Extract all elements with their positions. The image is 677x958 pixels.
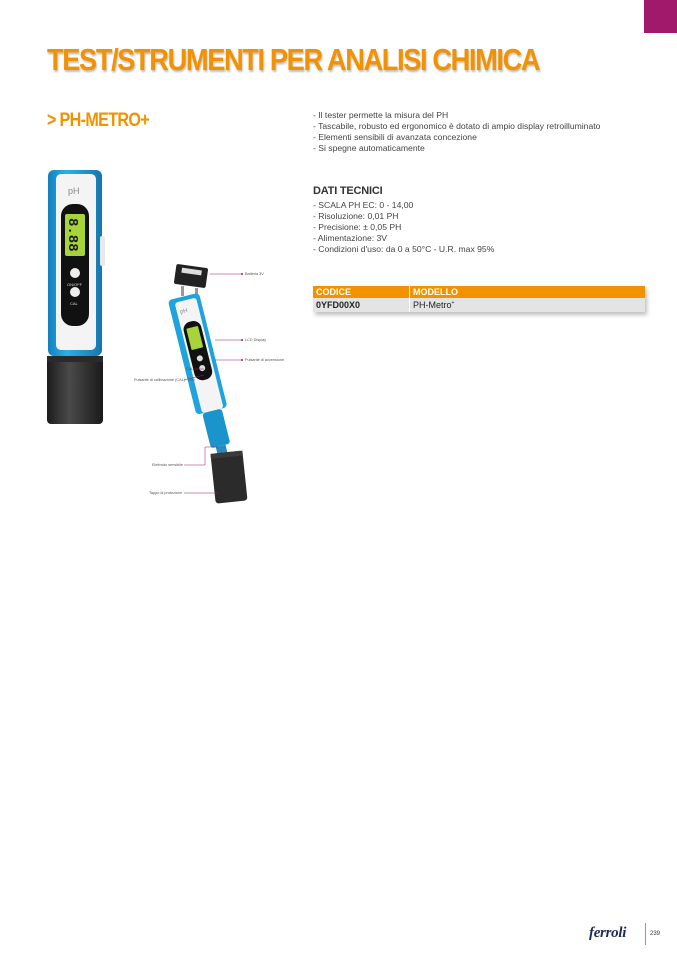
ph-meter-exploded-diagram xyxy=(170,262,270,512)
page-title: TEST/STRUMENTI PER ANALISI CHIMICA xyxy=(47,42,540,77)
cal-label: CAL xyxy=(70,301,78,306)
on-off-label: ON/OFF xyxy=(67,282,83,287)
page-number: 239 xyxy=(650,931,661,937)
feature-item: - Si spegne automaticamente xyxy=(313,143,425,153)
ph-label: pH xyxy=(68,186,80,196)
tech-item: - Alimentazione: 3V xyxy=(313,233,388,243)
tech-item: - SCALA PH EC: 0 - 14,00 xyxy=(313,200,414,210)
table-row xyxy=(313,298,645,312)
annotation-calibration: Pulsante di calibrazione (CAL): 7.00 xyxy=(134,378,195,382)
tech-item: - Precisione: ± 0,05 PH xyxy=(313,222,402,232)
footer-divider xyxy=(645,923,646,945)
svg-text:pH: pH xyxy=(179,307,189,316)
feature-item: - Tascabile, robusto ed ergonomico è dotato di ampio display retroilluminato xyxy=(313,121,601,131)
tech-item: - Risoluzione: 0,01 PH xyxy=(313,211,399,221)
product-model: PH-Metro+ xyxy=(410,298,646,312)
section-tab xyxy=(644,0,677,33)
model-superscript: + xyxy=(451,300,455,306)
section-title: > PH-METRO+ xyxy=(47,110,149,131)
product-code-table xyxy=(313,286,645,312)
annotation-power-button: Pulsante di accensione xyxy=(245,358,285,362)
tech-data-list xyxy=(313,200,494,255)
feature-list xyxy=(313,110,600,154)
annotation-lcd: LCD Display xyxy=(245,338,267,342)
ph-meter-front-image xyxy=(46,170,106,426)
tech-item: - Condizioni d'uso: da 0 a 50°C - U.R. max 95% xyxy=(313,244,495,254)
column-header-code: CODICE xyxy=(313,286,410,298)
feature-item: - Il tester permette la misura del PH xyxy=(313,110,449,120)
product-code: 0YFD00X0 xyxy=(313,298,410,312)
brand-logo: ferroli xyxy=(589,925,627,941)
tech-data-title: DATI TECNICI xyxy=(313,185,383,197)
annotation-battery: Batteria 3V xyxy=(245,272,264,276)
annotation-electrode: Elettrodo sensibile xyxy=(152,463,184,467)
feature-item: - Elementi sensibili di avanzata concezione xyxy=(313,132,477,142)
table-header-row xyxy=(313,286,645,298)
annotation-cap: Tappo di protezione xyxy=(149,491,183,495)
lcd-reading: 8.88 xyxy=(64,218,80,252)
column-header-model: MODELLO xyxy=(410,286,646,298)
annotation-cal: CAL xyxy=(186,367,194,371)
